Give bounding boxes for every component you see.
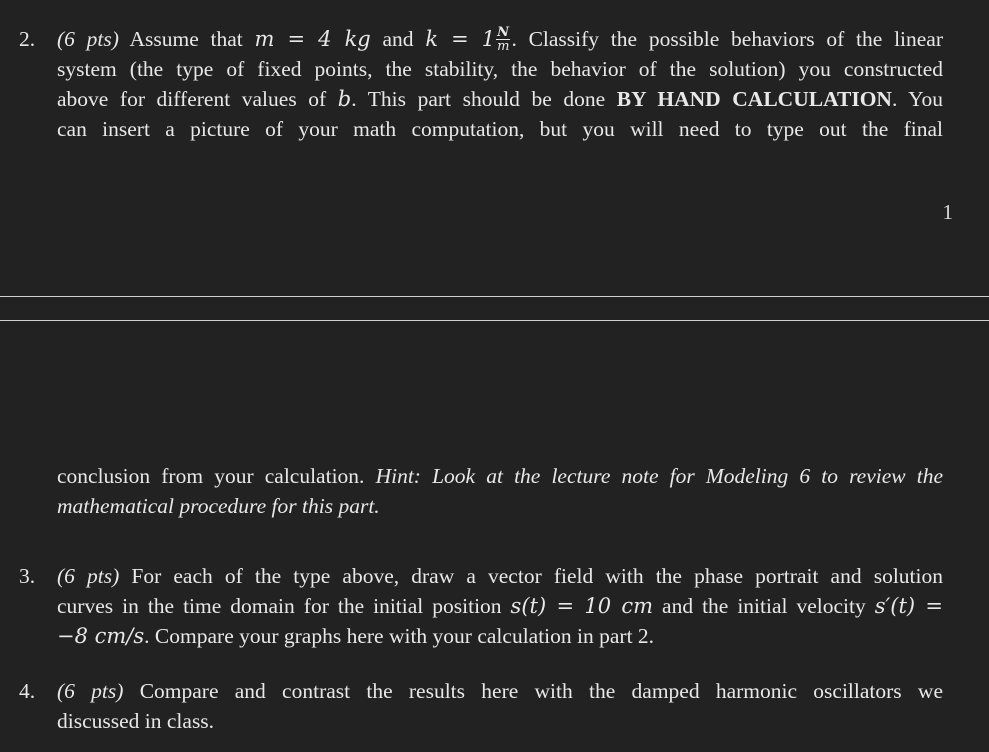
problem-2-continued-text — [57, 461, 943, 521]
problem-4-line-2: discussed in class. — [57, 709, 215, 733]
problem-3-points: (6 pts) — [57, 564, 120, 588]
problem-3-line-2-b: and the initial velocity — [662, 594, 866, 618]
problem-4-text — [57, 676, 943, 736]
page-number: 1 — [942, 200, 953, 224]
initial-position-equation: s(t) = 10 cm — [510, 594, 654, 618]
problem-2-line-3-d: . You — [891, 87, 943, 111]
page-break-line-top — [0, 296, 989, 297]
initial-velocity-equation: s′(t) = — [874, 594, 944, 618]
problem-2-line-3-a: above for different values of — [57, 87, 327, 111]
problem-2-line-1 — [57, 24, 943, 54]
fraction-numerator: N — [497, 24, 510, 40]
problem-2-text — [57, 24, 943, 144]
initial-velocity-value: −8 cm/s — [57, 624, 145, 648]
by-hand-calculation: BY HAND CALCULATION — [616, 87, 892, 111]
problem-3-number: 3. — [19, 564, 36, 588]
problem-3-line-2-a: curves in the time domain for the initial position — [57, 594, 502, 618]
fraction-denominator: m — [497, 38, 510, 54]
problem-2-line-4: can insert a picture of your math computation, but you will need to type out the final — [57, 117, 943, 141]
damping-variable: b — [337, 87, 352, 111]
problem-2-line-1-a: Assume that — [129, 27, 243, 51]
problem-2-conclusion: conclusion from your calculation. — [57, 464, 365, 488]
problem-4-points: (6 pts) — [57, 679, 124, 703]
problem-2-number: 2. — [19, 27, 36, 51]
problem-3-line-3-b: . Compare your graphs here with your calculation in part 2. — [144, 624, 655, 648]
mass-equation: m = 4 kg — [254, 27, 371, 51]
problem-3-line-3 — [57, 621, 943, 651]
problem-2-hint: Hint: Look at the lecture note for Modeling 6 to review the — [375, 464, 944, 488]
problem-4-line-1 — [57, 676, 943, 706]
problem-2-line-3 — [57, 84, 943, 114]
problem-4-line-1-text: Compare and contrast the results here with the damped harmonic oscillators we — [139, 679, 943, 703]
problem-3-line-1-text: For each of the type above, draw a vector field with the phase portrait and solution — [131, 564, 943, 588]
problem-2-cont-line-2 — [57, 491, 943, 521]
problem-2-hint-continued: mathematical procedure for this part. — [57, 494, 380, 518]
problem-3-line-1 — [57, 561, 943, 591]
problem-2-line-1-b: . Classify the possible behaviors of the linear — [511, 27, 944, 51]
problem-2-line-3-c: . This part should be done — [351, 87, 606, 111]
problem-2-points: (6 pts) — [57, 27, 119, 51]
problem-2-line-2: system (the type of fixed points, the stability, the behavior of the solution) you constructed — [57, 57, 943, 81]
problem-2-cont-line-1 — [57, 461, 943, 491]
spring-constant-equation: k = 1 — [425, 27, 496, 51]
problem-4-number: 4. — [19, 679, 36, 703]
problem-3-text — [57, 561, 943, 651]
newton-per-meter-fraction — [496, 26, 510, 53]
problem-3-line-2 — [57, 591, 943, 621]
problem-2-and: and — [382, 27, 414, 51]
